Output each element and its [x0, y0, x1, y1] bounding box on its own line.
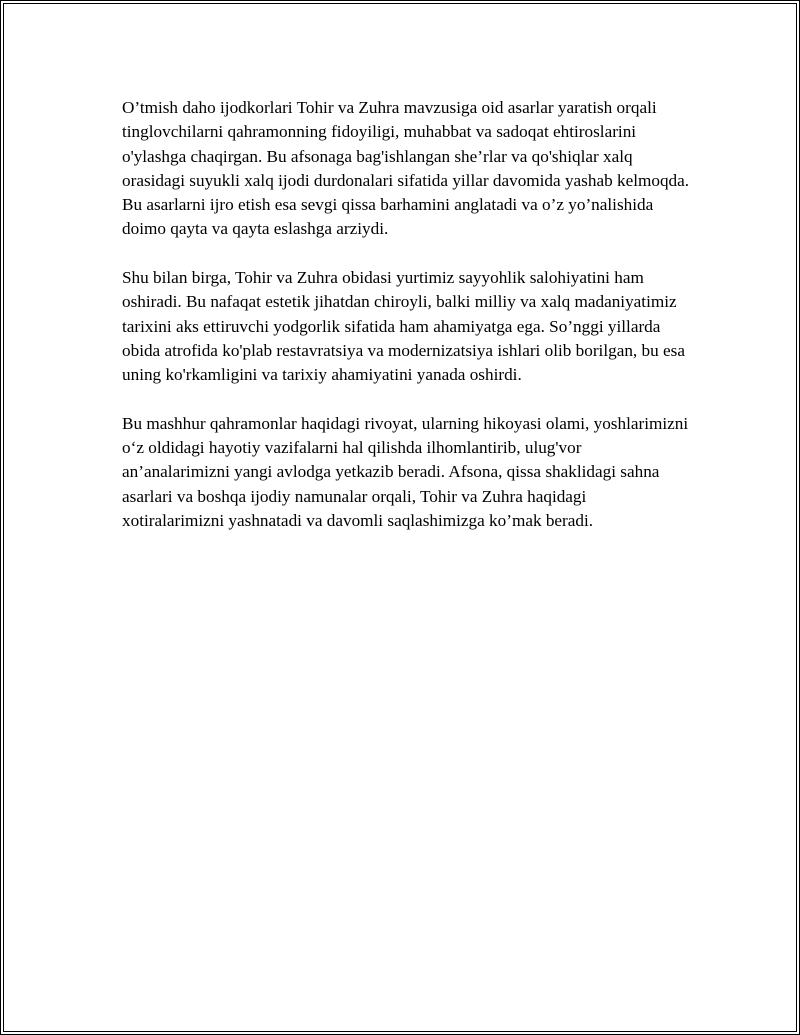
document-body [122, 96, 692, 558]
paragraph-2: Shu bilan birga, Tohir va Zuhra obidasi yurtimiz sayyohlik salohiyatini ham oshiradi. Bu nafaqat estetik jihatdan chiroyli, balki milliy va xalq madaniyatimiz tarixini aks ettiruvchi yodgorlik sifatida ham ahamiyatga ega. So’nggi yillarda obida atrofida ko'plab restavratsiya va modernizatsiya ishlari olib borilgan, bu esa uning ko'rkamligini va tarixiy ahamiyatini yanada oshirdi. [122, 268, 685, 385]
paragraph-3: Bu mashhur qahramonlar haqidagi rivoyat, ularning hikoyasi olami, yoshlarimizni o‘z oldidagi hayotiy vazifalarni hal qilishda ilhomlantirib, ulug'vor an’analarimizni yangi avlodga yetkazib beradi. Afsona, qissa shaklidagi sahna asarlari va boshqa ijodiy namunalar orqali, Tohir va Zuhra haqidagi xotiralarimizni yashnatadi va davomli saqlashimizga ko’mak beradi. [122, 413, 689, 531]
paragraph-1: O’tmish daho ijodkorlari Tohir va Zuhra mavzusiga oid asarlar yaratish orqali tinglovchilarni qahramonning fidoyiligi, muhabbat va sadoqat ehtiroslarini o'ylashga chaqirgan. Bu afsonaga bag'ishlangan she’rlar va qo'shiqlar xalq orasidagi suyukli xalq ijodi durdonalari sifatida yillar davomida yashab kelmoqda. Bu asarlarni ijro etish esa sevgi qissa barhamini anglatadi va o’z yo’nalishida doimo qayta va qayta eslashga arziydi. [122, 98, 690, 239]
